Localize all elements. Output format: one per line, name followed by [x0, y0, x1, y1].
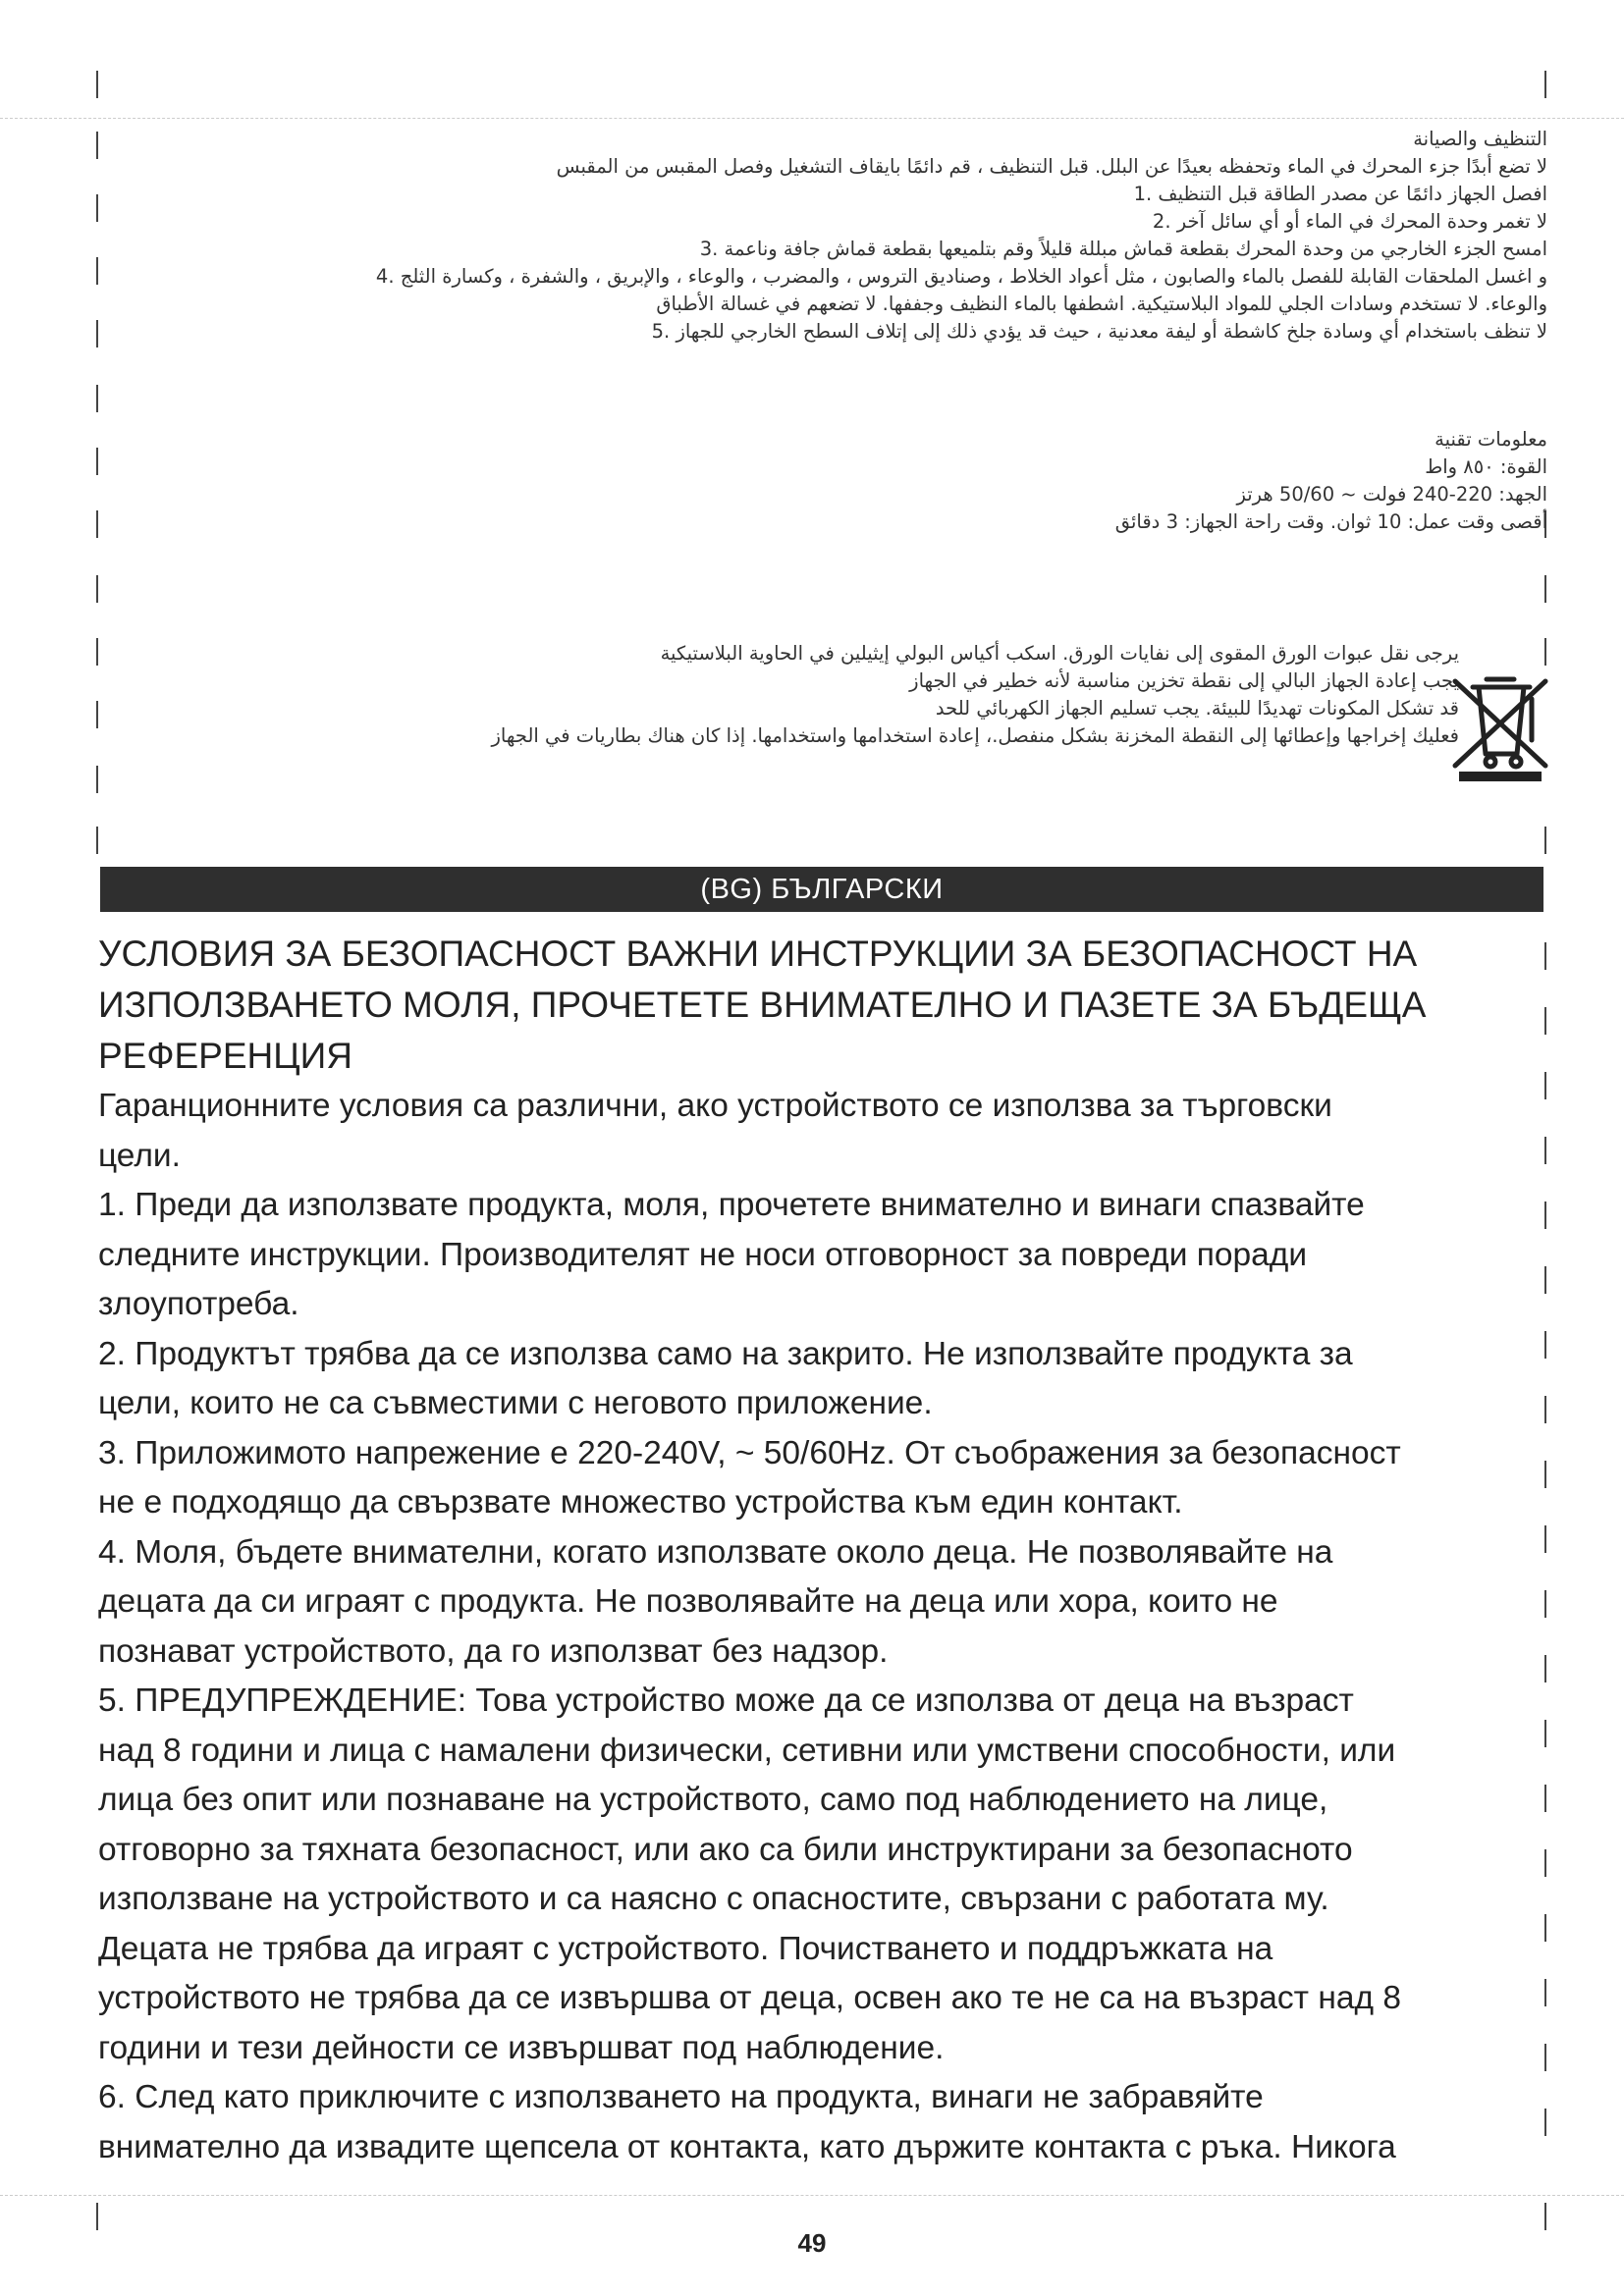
- bulgarian-text-line: злоупотреба.: [98, 1286, 299, 1322]
- arabic-cleaning-line: و اغسل الملحقات القابلة للفصل بالماء والصابون ، مثل أعواد الخلاط ، وصناديق التروس ، والمضرب ، والوعاء ، والإبريق ، والشفرة ، وكسارة الثلج .4: [375, 265, 1547, 288]
- arabic-recycling-section: [295, 640, 1459, 750]
- bulgarian-text-line: използване на устройството и са наясно с опасностите, свързани с работата му.: [98, 1881, 1329, 1917]
- arabic-recycling-line: قد تشكل المكونات تهديدًا للبيئة. يجب تسليم الجهاز الكهربائي للحد: [935, 697, 1459, 720]
- bulgarian-title-line: УСЛОВИЯ ЗА БЕЗОПАСНОСТ ВАЖНИ ИНСТРУКЦИИ ЗА БЕЗОПАСНОСТ НА: [98, 934, 1418, 974]
- right-margin-mark: [1544, 2203, 1546, 2230]
- bulgarian-text-line: Децата не трябва да играят с устройството. Почистването и поддръжката на: [98, 1930, 1273, 1967]
- bulgarian-title-line: ИЗПОЛЗВАНЕТО МОЛЯ, ПРОЧЕТЕТЕ ВНИМАТЕЛНО И ПАЗЕТЕ ЗА БЪДЕЩА: [98, 985, 1427, 1025]
- left-margin-mark: [96, 2203, 98, 2230]
- bulgarian-text-line: години и тези дейности се извършват под наблюдение.: [98, 2029, 945, 2066]
- arabic-recycling-line: يرجى نقل عبوات الورق المقوى إلى نفايات الورق. اسكب أكياس البولي إيثيلين في الحاوية البلاستيكية: [660, 642, 1459, 665]
- bulgarian-text-line: Гаранционните условия са различни, ако устройството се използва за търговски: [98, 1088, 1332, 1124]
- bulgarian-text-line: устройството не трябва да се извършва от деца, освен ако те не са на възраст над 8: [98, 1980, 1401, 2016]
- bottom-trim-line: [0, 2195, 1624, 2196]
- bulgarian-title-line: РЕФЕРЕНЦИЯ: [98, 1036, 352, 1076]
- left-margin-mark: [96, 638, 98, 666]
- left-margin-mark: [96, 701, 98, 728]
- arabic-cleaning-line: امسح الجزء الخارجي من وحدة المحرك بقطعة قماش مبللة قليلاً وقم بتلميعها بقطعة قماش جافة وناعمة .3: [699, 238, 1547, 260]
- bulgarian-text-line: 4. Моля, бъдете внимателни, когато използвате около деца. Не позволявайте на: [98, 1533, 1333, 1571]
- arabic-recycling-line: يجب إعادة الجهاز البالي إلى نقطة تخزين مناسبة لأنه خطير في الجهاز: [909, 669, 1459, 692]
- bulgarian-safety-section: [98, 929, 1545, 2172]
- top-trim-line: [0, 118, 1624, 119]
- bulgarian-text-line: над 8 години и лица с намалени физически, сетивни или умствени способности, или: [98, 1732, 1396, 1769]
- bulgarian-text-line: 6. След като приключите с използването на продукта, винаги не забравяйте: [98, 2079, 1264, 2115]
- arabic-cleaning-line: لا تضع أبدًا جزء المحرك في الماء وتحفظه بعيدًا عن البلل. قبل التنظيف ، قم دائمًا بايقاف التشغيل وفصل المقبس من المقبس: [556, 155, 1547, 178]
- bulgarian-text-line: внимателно да извадите щепсела от контакта, като държите контакта с ръка. Никога: [98, 2128, 1396, 2165]
- crossed-out-wheelie-bin-icon: [1451, 669, 1549, 783]
- bulgarian-text-line: познават устройството, да го използват без надзор.: [98, 1632, 889, 1670]
- arabic-cleaning-line: والوعاء. لا تستخدم وسادات الجلي للمواد البلاستيكية. اشطفها بالماء النظيف وجففها. لا تضعهم في غسالة الأطباق: [656, 293, 1547, 315]
- right-margin-mark: [1544, 638, 1546, 666]
- bulgarian-text-line: децата да си играят с продукта. Не позволявайте на деца или хора, които не: [98, 1583, 1278, 1620]
- arabic-tech-runtime: أقصى وقت عمل: 10 ثوان. وقت راحة الجهاز: 3 دقائق: [1114, 510, 1547, 533]
- arabic-cleaning-heading: التنظيف والصيانة: [1413, 128, 1547, 150]
- bulgarian-text-line: 5. ПРЕДУПРЕЖДЕНИЕ: Това устройство може да се използва от деца на възраст: [98, 1682, 1354, 1719]
- page-number: 49: [797, 2228, 827, 2258]
- arabic-tech-heading: معلومات تقنية: [1435, 428, 1547, 451]
- left-margin-mark: [96, 827, 98, 854]
- bulgarian-text-line: цели, които не са съвместими с неговото приложение.: [98, 1385, 933, 1421]
- right-margin-mark: [1544, 827, 1546, 854]
- arabic-cleaning-line: لا تنظف باستخدام أي وسادة جلخ كاشطة أو ليفة معدنية ، حيث قد يؤدي ذلك إلى إتلاف السطح الخارجي للجهاز .5: [651, 320, 1547, 343]
- left-margin-mark: [96, 766, 98, 793]
- bulgarian-text-line: не е подходящо да свързвате множество устройства към един контакт.: [98, 1484, 1183, 1521]
- bulgarian-text-line: 3. Приложимото напрежение е 220-240V, ~ 50/60Hz. От съображения за безопасност: [98, 1434, 1401, 1471]
- language-section-header: (BG) БЪЛГАРСКИ: [100, 867, 1543, 912]
- arabic-cleaning-line: لا تغمر وحدة المحرك في الماء أو أي سائل آخر .2: [1152, 210, 1547, 233]
- arabic-recycling-line: فعليك إخراجها وإعطائها إلى النقطة المخزنة بشكل منفصل.، إعادة استخدامها واستخدامها. إذا كان هناك بطاريات في الجهاز: [491, 724, 1459, 747]
- left-margin-mark: [96, 575, 98, 603]
- arabic-cleaning-line: افصل الجهاز دائمًا عن مصدر الطاقة قبل التنظيف .1: [1133, 183, 1547, 205]
- right-margin-mark: [1544, 575, 1546, 603]
- arabic-technical-info-section: [98, 426, 1547, 536]
- bulgarian-text-line: цели.: [98, 1137, 181, 1174]
- arabic-tech-voltage: الجهد: 220-240 فولت ~ 50/60 هرتز: [1236, 483, 1547, 506]
- left-margin-mark: [96, 71, 98, 98]
- left-margin-mark: [96, 385, 98, 412]
- arabic-cleaning-section: [98, 126, 1547, 346]
- bulgarian-text-line: 1. Преди да използвате продукта, моля, прочетете внимателно и винаги спазвайте: [98, 1187, 1365, 1223]
- arabic-tech-power: القوة: ٨٥٠ واط: [1425, 455, 1547, 478]
- bulgarian-text-line: следните инструкции. Производителят не носи отговорност за повреди поради: [98, 1236, 1308, 1273]
- right-margin-mark: [1544, 71, 1546, 98]
- bulgarian-text-line: 2. Продуктът трябва да се използва само на закрито. Не използвайте продукта за: [98, 1335, 1353, 1372]
- bulgarian-text-line: лица без опит или познаване на устройството, само под наблюдението на лице,: [98, 1782, 1328, 1818]
- bulgarian-text-line: отговорно за тяхната безопасност, или ако са били инструктирани за безопасното: [98, 1831, 1353, 1868]
